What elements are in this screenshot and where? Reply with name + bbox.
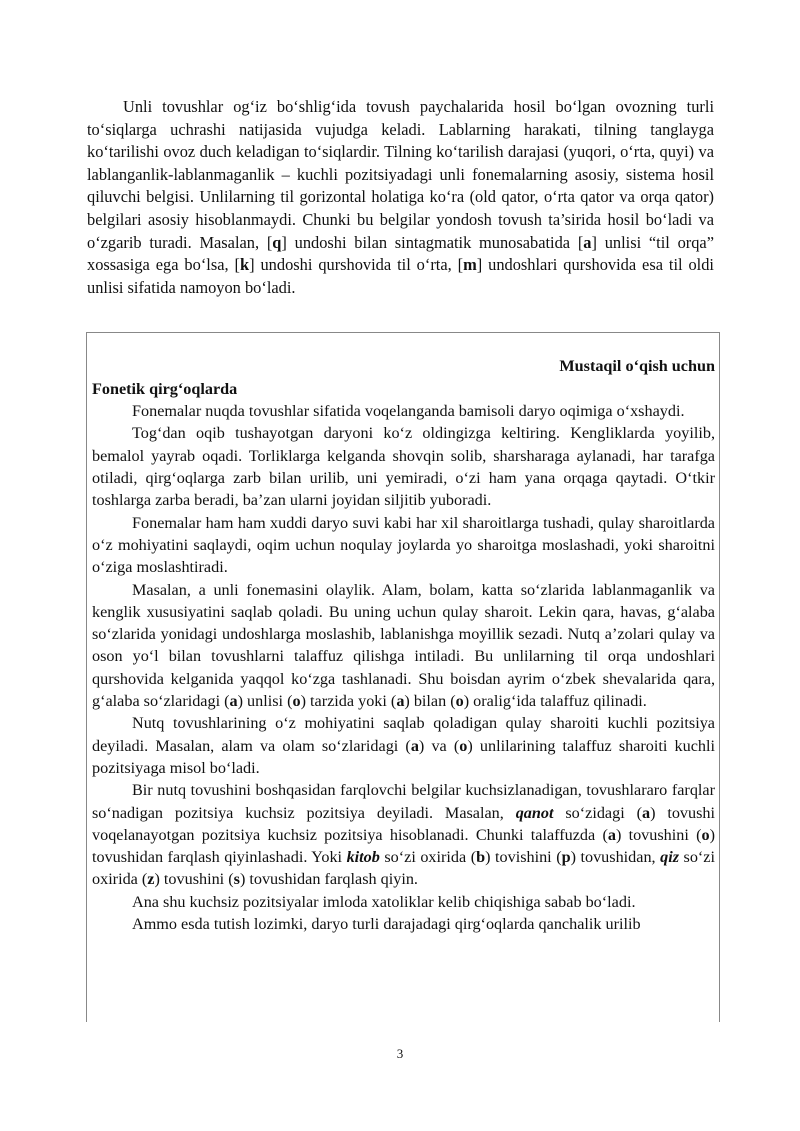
emphasis-text: z [147,870,155,889]
text-run: so‘zidagi ( [553,803,642,822]
emphasis-text: a [607,825,616,844]
text-run: ) tovushi voqelanayotgan pozitsiya kuchsiz pozitsiya hisoblanadi. Chunki talaffuzda ( [92,803,715,844]
emphasis-text: qanot [515,803,554,822]
box-heading: Mustaqil o‘qish uchun [559,357,715,375]
text-run: ) unlisi ( [237,692,293,711]
emphasis-text: o [459,736,468,755]
box-paragraph [92,579,715,713]
text-run: ) bilan ( [404,692,456,711]
text-run: Nutq tovushlarining o‘z mohiyatini saqlab qoladigan qulay sharoiti kuchli pozitsiya deyiladi. Masalan, alam va olam so‘zlaridagi ( [92,714,715,755]
text-run: ] undoshi qurshovida til o‘rta, [ [249,255,464,275]
emphasis-text: kitob [346,848,380,867]
text-run: Unli tovushlar og‘iz bo‘shlig‘ida tovush paychalarida hosil bo‘lgan ovozning turli to‘siqlarga uchrashi natijasida vujudga keladi. Lablarning harakati, tilning tanglayga ko‘tarilishi ovoz duch keladigan to‘siqlardir. Tilning ko‘tarilish darajasi (yuqori, o‘rta, quyi) va lablanganlik-lablanmaganlik – kuchli pozitsiyadagi unli fonemalarning asosiy, sistema hosil qiluvchi belgisi. Unlilarning til gorizontal holatiga ko‘ra (old qator, o‘rta qator va orqa qator) belgilari asosiy hisoblanmaydi. Chunki bu belgilar yondosh tovush ta’sirida hosil bo‘ladi va o‘zgarib turadi. Masalan, [ [87,97,714,252]
text-run: ] undoshi bilan sintagmatik munosabatida [ [281,232,584,252]
intro-paragraph [87,96,714,299]
text-run: Fonemalar nuqda tovushlar sifatida voqelanganda bamisoli daryo oqimiga o‘xshaydi. [132,402,685,421]
box-paragraph [92,422,715,511]
box-paragraph [92,400,715,422]
box-paragraph [92,712,715,779]
page-number: 3 [396,1046,404,1061]
text-run: Masalan, a unli fonemasini olaylik. Alam, bolam, katta so‘zlarida lablanmaganlik va kenglik xususiyatini saqlab qoladi. Bu uning uchun qulay sharoit. Lekin qara, havas, g‘alaba so‘zlarida yonidagi undoshlarga moslashib, lablanishga moyillik sezadi. Nutq a’zolari qulay va oson yo‘l bilan tovushlarni talaffuz qilishga intiladi. Bu unlilarning til orqa undoshlari qurshovida kelganida yaqqol ko‘zga tashlanadi. Shu boisdan ayrim o‘zbek shevalarida qara, g‘alaba so‘zlaridagi ( [92,580,715,711]
emphasis-text: q [272,232,282,252]
text-run: so‘zi oxirida ( [379,848,477,867]
text-run: ) unlilarining talaffuz sharoiti kuchli pozitsiyaga misol bo‘ladi. [92,736,715,777]
text-run: ) tovushidan farqlash qiyin. [239,870,418,889]
text-run: ) oralig‘ida talaffuz qilinadi. [463,692,647,711]
text-run: ] undoshlari qurshovida esa til oldi unlisi sifatida namoyon bo‘ladi. [87,255,714,297]
emphasis-text: o [701,825,710,844]
emphasis-text: m [463,255,477,275]
text-run: Ammo esda tutish lozimki, daryo turli darajadagi qirg‘oqlarda qanchalik urilib [132,915,641,934]
box-paragraph [92,891,715,913]
box-paragraph [92,913,715,935]
text-run: ) tovushini ( [154,870,234,889]
emphasis-text: qiz [660,848,680,867]
emphasis-text: a [410,736,419,755]
text-run: Ana shu kuchsiz pozitsiyalar imloda xatoliklar kelib chiqishiga sabab bo‘ladi. [132,892,636,911]
text-run: Bir nutq tovushini boshqasidan farqlovchi belgilar kuchsizlanadigan, tovushlararo farqlar so‘nadigan pozitsiya kuchsiz pozitsiya deyiladi. Masalan, [92,781,715,822]
text-run: Tog‘dan oqib tushayotgan daryoni ko‘z oldingizga keltiring. Kengliklarda yoyilib, bemalol yayrab oqadi. Torliklarga kelganda shovqin solib, sharsharaga aylanadi, har tarafga otiladi, qirg‘oqlarga zarb bilan urilib, uni yemiradi, o‘zi ham yana orqaga qaytadi. O‘tkir toshlarga zarba beradi, ba’zan ularni joyidan siljitib yuboradi. [92,424,715,510]
text-run: Fonemalar ham ham xuddi daryo suvi kabi har xil sharoitlarga tushadi, qulay sharoitlarda o‘z mohiyatini saqlaydi, oqim uchun noqulay joylarda yo sharoitga moslashadi, yoki sharoitni o‘ziga moslashtiradi. [92,513,715,577]
text-run: ) tovishini ( [485,848,562,867]
emphasis-text: a [229,692,238,711]
reading-box [86,332,720,1022]
emphasis-text: s [233,870,240,889]
box-paragraph [92,512,715,579]
emphasis-text: a [583,232,592,252]
text-run: ) tarzida yoki ( [300,692,397,711]
emphasis-text: a [641,803,651,822]
text-run: ) tovushini ( [615,825,702,844]
text-run: ) va ( [418,736,460,755]
emphasis-text: o [455,692,464,711]
emphasis-text: k [239,255,250,275]
text-run: ) tovushidan, [570,848,661,867]
text-run: ) tovushidan farqlash qiyinlashadi. Yoki [92,825,715,867]
box-paragraph [92,779,715,890]
box-title: Fonetik qirg‘oqlarda [92,379,238,398]
emphasis-text: b [476,848,486,867]
box-body [92,400,715,935]
text-run: so‘zi oxirida ( [92,848,715,889]
text-run: ] unlisi “til orqa” xossasiga ega bo‘lsa, [ [87,232,714,275]
emphasis-text: p [561,848,571,867]
emphasis-text: o [292,692,301,711]
emphasis-text: a [396,692,405,711]
